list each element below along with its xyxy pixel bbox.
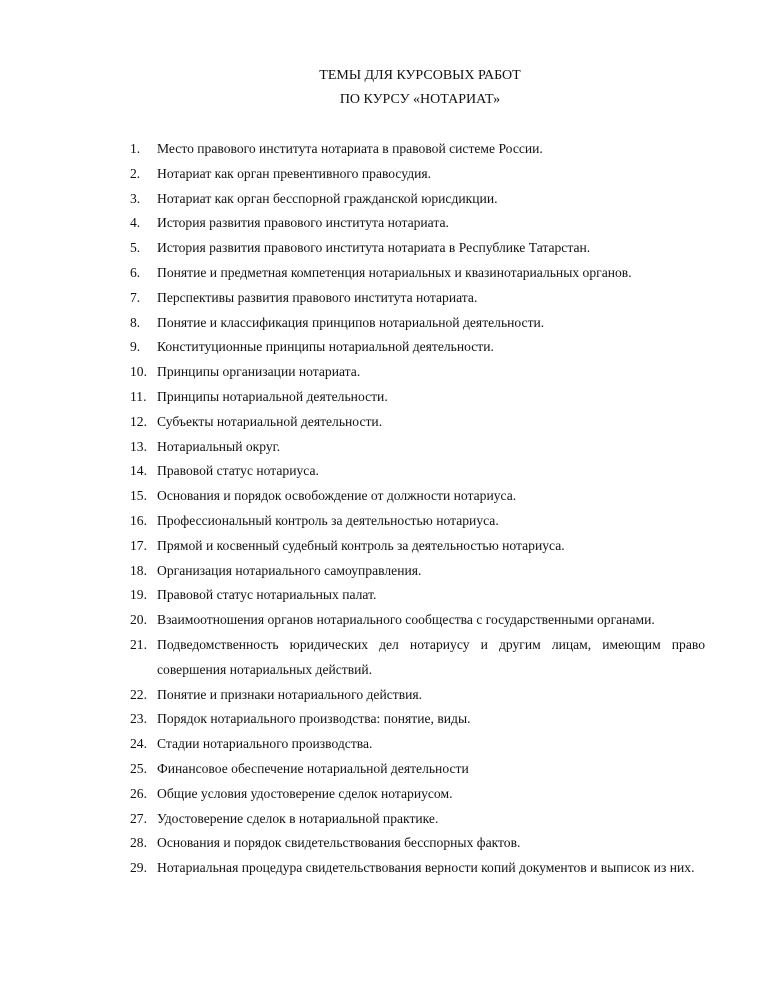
topic-item (130, 856, 705, 881)
topic-number: 16. (130, 512, 147, 528)
topic-text: Перспективы развития правового института нотариата. (157, 289, 478, 305)
topic-item (130, 360, 705, 385)
topic-number: 1. (130, 141, 141, 156)
topic-item (130, 633, 705, 683)
topic-number: 17. (130, 537, 147, 553)
topic-item (130, 335, 705, 360)
topic-number: 9. (130, 339, 141, 355)
topic-item (130, 583, 705, 608)
topic-number: 21. (130, 636, 147, 652)
topic-text: Понятие и признаки нотариального действия. (157, 686, 423, 702)
topic-text: Организация нотариального самоуправления. (157, 562, 422, 578)
topic-number: 3. (130, 190, 141, 206)
topic-item (130, 410, 705, 435)
topic-number: 24. (130, 736, 147, 752)
topic-text: Подведомственность юридических дел нотариусу и другим лицам, имеющим право совершения нотариальных действий. (157, 636, 705, 677)
topic-text: Принципы нотариальной деятельности. (157, 388, 388, 404)
topic-number: 23. (130, 711, 147, 727)
topic-item (130, 782, 705, 807)
topic-item (130, 162, 705, 187)
topic-number: 29. (130, 860, 147, 876)
topic-number: 5. (130, 240, 141, 256)
topic-item (130, 236, 705, 261)
topic-number: 8. (130, 314, 141, 330)
topic-text: Нотариат как орган бесспорной гражданской юрисдикции. (157, 190, 498, 206)
topic-item (130, 385, 705, 410)
topic-number: 4. (130, 215, 141, 231)
topic-text: Место правового института нотариата в правовой системе России. (157, 141, 543, 156)
topic-number: 20. (130, 612, 147, 628)
title-line-1: ТЕМЫ ДЛЯ КУРСОВЫХ РАБОТ (319, 68, 521, 83)
topic-number: 12. (130, 413, 147, 429)
topic-text: Удостоверение сделок в нотариальной практике. (157, 810, 439, 826)
topic-item (130, 459, 705, 484)
topic-text: Нотариат как орган превентивного правосудия. (157, 165, 432, 181)
topic-item (130, 137, 705, 162)
document-title (0, 64, 768, 112)
topic-item (130, 187, 705, 212)
topic-number: 15. (130, 488, 147, 504)
topic-item (130, 509, 705, 534)
topic-text: Конституционные принципы нотариальной деятельности. (157, 339, 494, 355)
topic-item (130, 484, 705, 509)
topic-item (130, 211, 705, 236)
topic-number: 6. (130, 264, 141, 280)
topic-text: История развития правового института нотариата. (157, 215, 449, 231)
topic-text: История развития правового института нотариата в Республике Татарстан. (157, 240, 591, 256)
topic-number: 28. (130, 835, 147, 851)
topic-list (130, 137, 705, 881)
topic-text: Взаимоотношения органов нотариального сообщества с государственными органами. (157, 612, 655, 628)
topic-number: 11. (130, 388, 147, 404)
topic-item (130, 683, 705, 708)
topic-number: 14. (130, 463, 147, 479)
topic-item (130, 732, 705, 757)
topic-text: Прямой и косвенный судебный контроль за деятельностью нотариуса. (157, 537, 565, 553)
topic-number: 7. (130, 289, 141, 305)
topic-number: 22. (130, 686, 147, 702)
topic-text: Нотариальный округ. (157, 438, 281, 454)
topic-item (130, 608, 705, 633)
topic-text: Основания и порядок освобождение от должности нотариуса. (157, 488, 517, 504)
topic-item (130, 286, 705, 311)
topic-item (130, 311, 705, 336)
topic-text: Общие условия удостоверение сделок нотариусом. (157, 785, 453, 801)
topic-text: Субъекты нотариальной деятельности. (157, 413, 383, 429)
topic-item (130, 534, 705, 559)
topic-number: 10. (130, 364, 147, 380)
topic-text: Понятие и предметная компетенция нотариальных и квазинотариальных органов. (157, 264, 632, 280)
topic-text: Финансовое обеспечение нотариальной деятельности (157, 760, 469, 776)
topic-item (130, 807, 705, 832)
topic-number: 26. (130, 785, 147, 801)
title-line-2: ПО КУРСУ «НОТАРИАТ» (339, 92, 501, 107)
topic-number: 2. (130, 165, 141, 181)
topic-text: Порядок нотариального производства: понятие, виды. (157, 711, 471, 727)
topic-item (130, 757, 705, 782)
topic-number: 13. (130, 438, 147, 454)
topic-text: Правовой статус нотариальных палат. (157, 587, 377, 603)
topic-item (130, 435, 705, 460)
topic-text: Правовой статус нотариуса. (157, 463, 319, 479)
topic-text: Принципы организации нотариата. (157, 364, 361, 380)
topic-text: Профессиональный контроль за деятельностью нотариуса. (157, 512, 499, 528)
topic-item (130, 707, 705, 732)
topic-number: 19. (130, 587, 147, 603)
topic-item (130, 831, 705, 856)
topic-item (130, 559, 705, 584)
topic-text: Понятие и классификация принципов нотариальной деятельности. (157, 314, 545, 330)
topic-item (130, 261, 705, 286)
topic-text: Основания и порядок свидетельствования бесспорных фактов. (157, 835, 521, 851)
topic-number: 27. (130, 810, 147, 826)
topic-number: 18. (130, 562, 147, 578)
topic-text: Нотариальная процедура свидетельствования верности копий документов и выписок из них. (157, 860, 695, 876)
topic-number: 25. (130, 760, 147, 776)
topic-text: Стадии нотариального производства. (157, 736, 373, 752)
